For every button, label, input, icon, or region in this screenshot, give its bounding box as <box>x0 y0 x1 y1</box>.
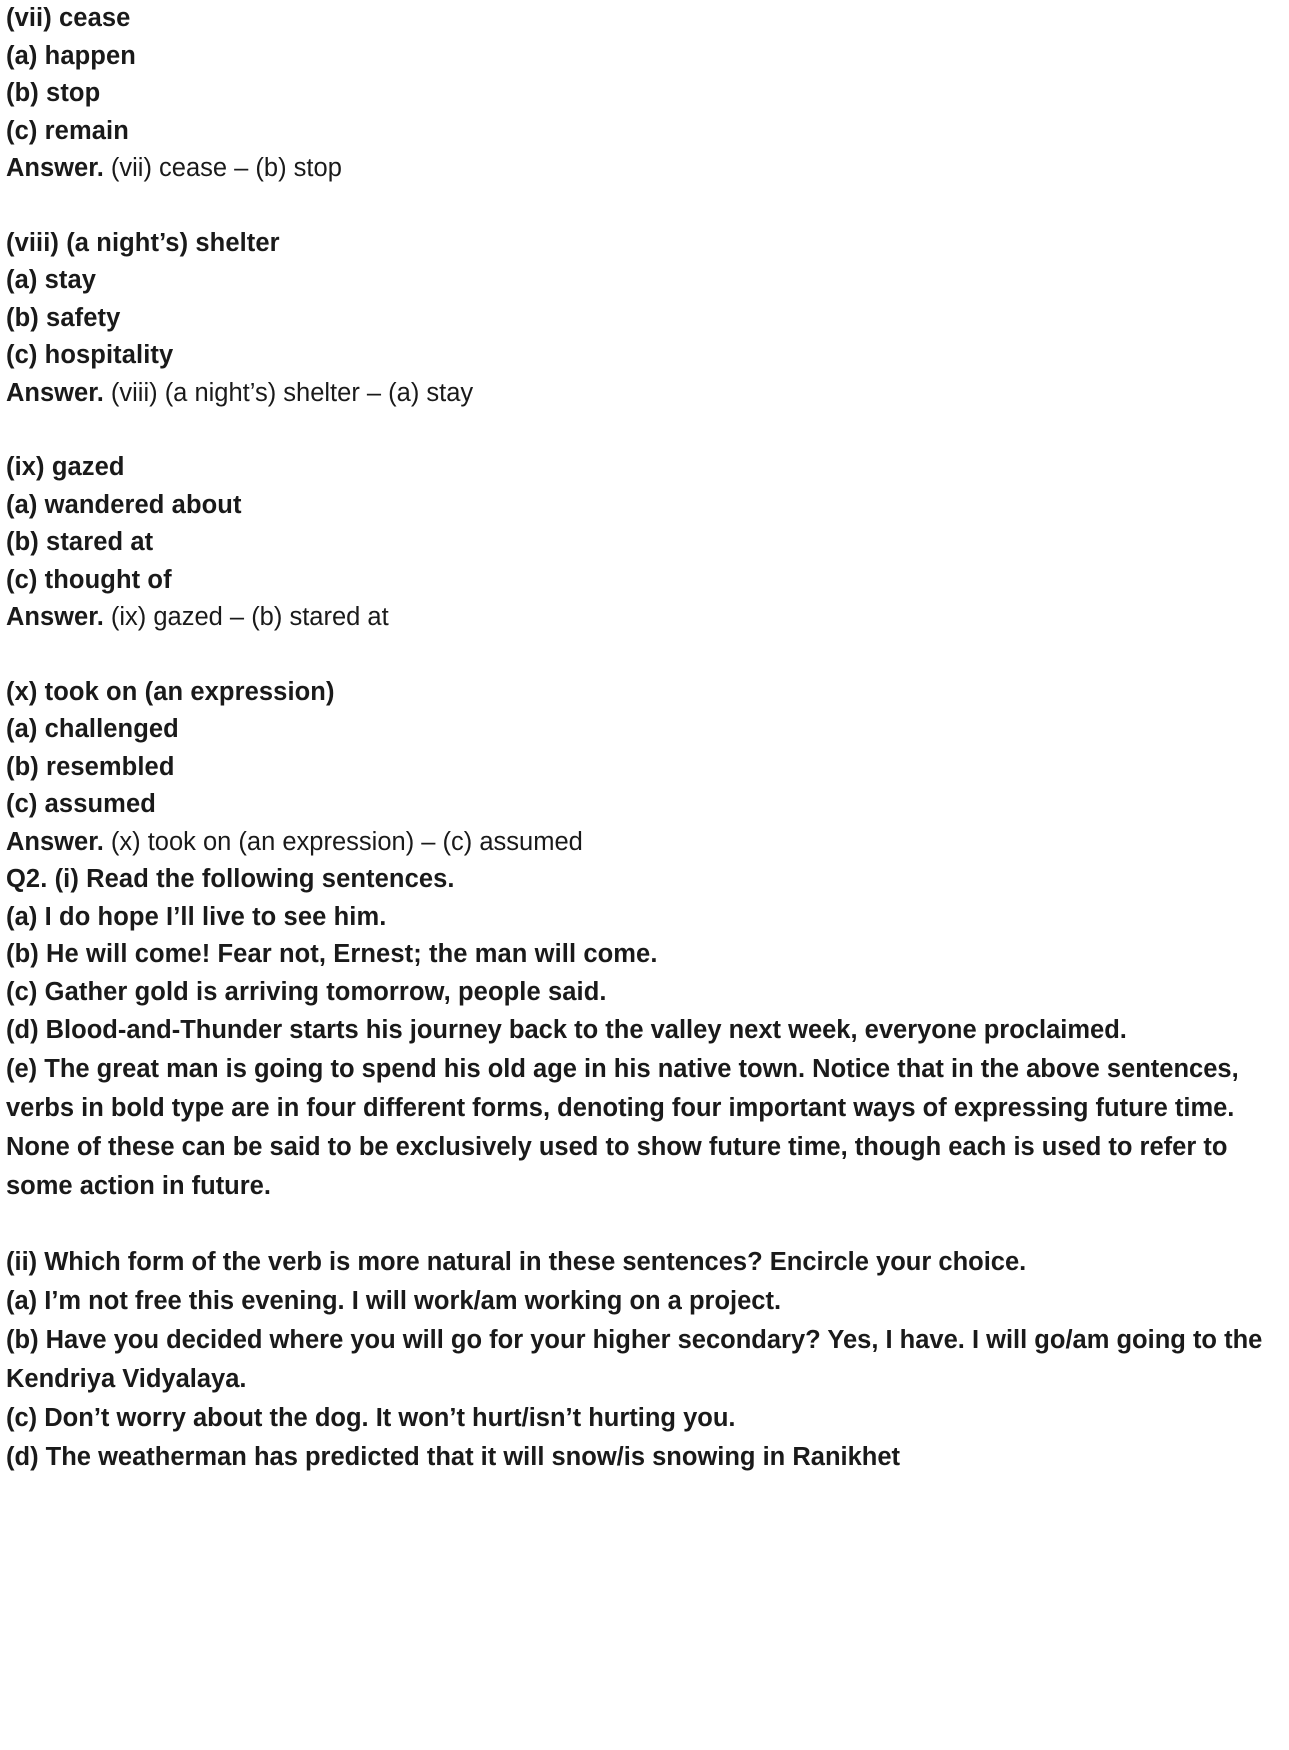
vocab-option: (a) wandered about <box>6 490 242 519</box>
question-2ii-item-c: (c) Don’t worry about the dog. It won’t hurt/isn’t hurting you. <box>6 1404 736 1432</box>
vocab-option: (c) thought of <box>6 565 172 594</box>
vocab-item-viii <box>6 225 1281 413</box>
answer-label: Answer. <box>6 378 104 407</box>
question-2ii-item-d: (d) The weatherman has predicted that it will snow/is snowing in Ranikhet <box>6 1443 901 1471</box>
question-2-sentence: (a) I do hope I’ll live to see him. <box>6 902 387 931</box>
vocab-option: (a) stay <box>6 266 97 294</box>
vocab-option: (c) hospitality <box>6 341 174 369</box>
vocab-option: (a) happen <box>6 41 136 70</box>
answer-label: Answer. <box>6 154 104 182</box>
answer-text: (vii) cease – (b) stop <box>103 154 342 182</box>
answer-label: Answer. <box>6 603 104 631</box>
vocab-option: (b) stared at <box>6 528 154 556</box>
question-2ii-item-a: (a) I’m not free this evening. I will work/am working on a project. <box>6 1287 782 1315</box>
question-2-sentence: (b) He will come! Fear not, Ernest; the man will come. <box>6 940 658 968</box>
question-2ii-item-b: (b) Have you decided where you will go for your higher secondary? Yes, I have. I will go/am going to the Kendriya Vidyalaya. <box>6 1326 1270 1393</box>
answer-text: (ix) gazed – (b) stared at <box>103 603 389 631</box>
question-2-sentence-d: (d) Blood-and-Thunder starts his journey back to the valley next week, everyone proclaimed. <box>6 1016 1127 1044</box>
vocab-option: (c) remain <box>6 116 129 145</box>
question-2ii-heading: (ii) Which form of the verb is more natural in these sentences? Encircle your choice. <box>6 1248 1027 1276</box>
question-2-block <box>6 861 1281 1206</box>
vocab-item-head: (ix) gazed <box>6 453 125 481</box>
vocab-option: (b) resembled <box>6 752 175 781</box>
vocab-item-vii <box>6 0 1281 188</box>
vocab-option: (a) challenged <box>6 715 179 743</box>
vocab-option: (b) stop <box>6 79 101 107</box>
question-2ii-block <box>6 1243 1281 1477</box>
spacer <box>6 412 1281 449</box>
vocab-answer <box>6 375 1281 413</box>
vocab-item-head: (viii) (a night’s) shelter <box>6 228 280 257</box>
vocab-option: (c) assumed <box>6 790 156 818</box>
vocab-item-ix <box>6 449 1281 637</box>
vocab-answer <box>6 599 1281 637</box>
answer-text: (x) took on (an expression) – (c) assumed <box>103 827 583 856</box>
answer-label: Answer. <box>6 827 104 856</box>
vocab-item-head: (vii) cease <box>6 4 131 32</box>
question-2-heading: Q2. (i) Read the following sentences. <box>6 865 455 893</box>
vocab-answer <box>6 824 1281 862</box>
answer-text: (viii) (a night’s) shelter – (a) stay <box>103 378 474 407</box>
spacer <box>6 188 1281 225</box>
vocab-option: (b) safety <box>6 303 121 332</box>
question-2-sentence-e: (e) The great man is going to spend his old age in his native town. Notice that in the above sentences, verbs in bold type are in four different forms, denoting four important ways of expressing future time. None of these can be said to be exclusively used to show future time, though each is used to refer to some action in future. <box>6 1055 1246 1200</box>
vocab-item-x <box>6 674 1281 862</box>
question-2-sentence: (c) Gather gold is arriving tomorrow, people said. <box>6 977 607 1006</box>
spacer <box>6 1206 1281 1243</box>
vocab-item-head: (x) took on (an expression) <box>6 677 335 706</box>
vocab-answer <box>6 150 1281 188</box>
spacer <box>6 637 1281 674</box>
